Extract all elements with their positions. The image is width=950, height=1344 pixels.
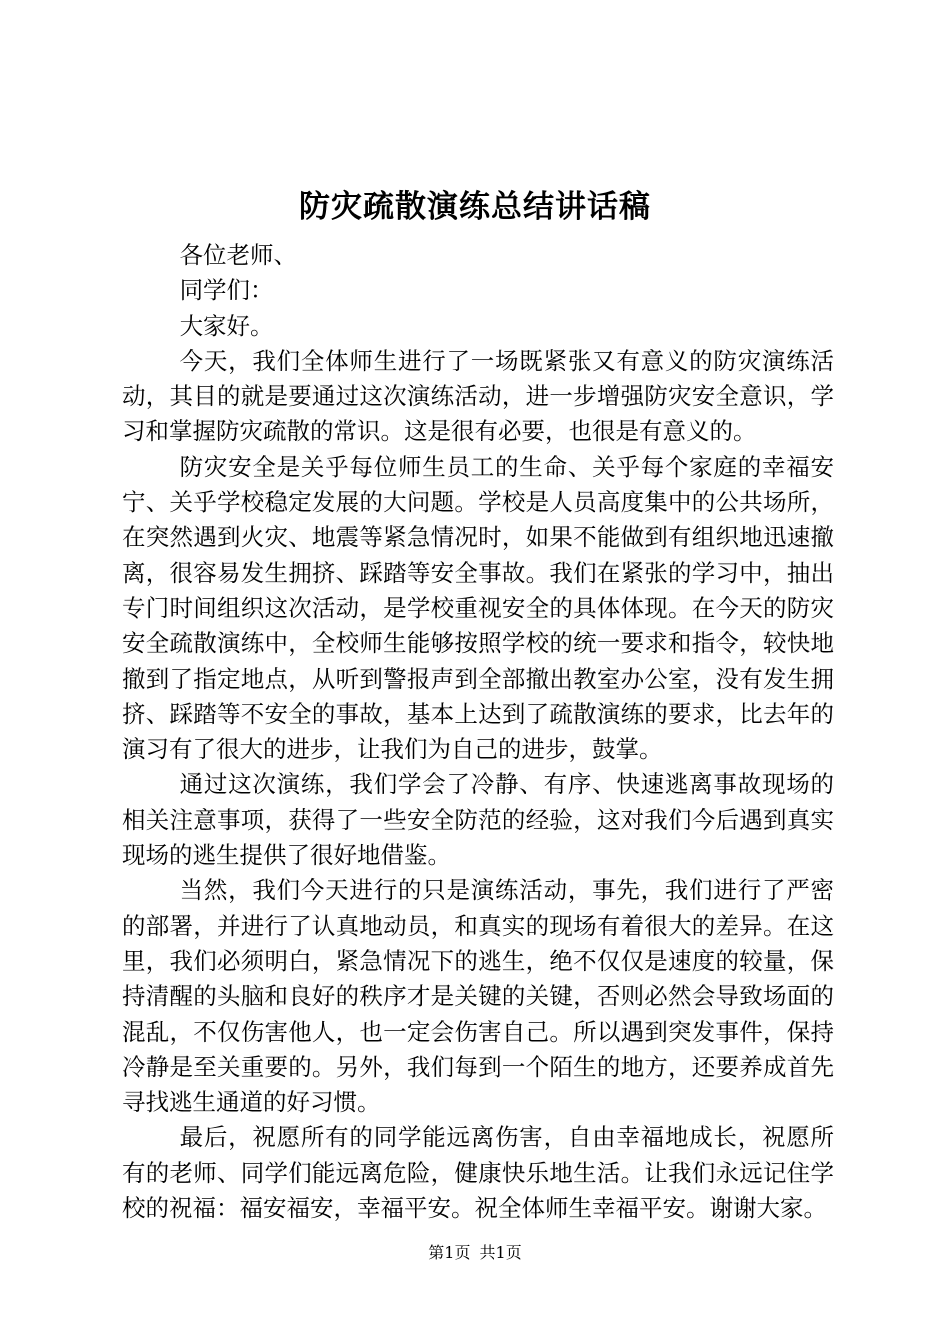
body-paragraph: 防灾安全是关乎每位师生员工的生命、关乎每个家庭的幸福安宁、关乎学校稳定发展的大问题。学校是人员高度集中的公共场所，在突然遇到火灾、地震等紧急情况时，如果不能做到有组织地迅速撤离，很容易发生拥挤、踩踏等安全事故。我们在紧张的学习中，抽出专门时间组织这次活动，是学校重视安全的具体体现。在今天的防灾安全疏散演练中，全校师生能够按照学校的统一要求和指令，较快地撤到了指定地点，从听到警报声到全部撤出教室办公室，没有发生拥挤、踩踏等不安全的事故，基本上达到了疏散演练的要求，比去年的演习有了很大的进步，让我们为自己的进步，鼓掌。 [122,452,834,764]
document-body [122,238,834,1226]
body-paragraph: 今天，我们全体师生进行了一场既紧张又有意义的防灾演练活动，其目的就是要通过这次演练活动，进一步增强防灾安全意识，学习和掌握防灾疏散的常识。这是很有必要，也很是有意义的。 [122,346,834,446]
document-title: 防灾疏散演练总结讲话稿 [299,189,651,225]
greeting-line: 各位老师、 [179,241,298,269]
page-number-total: 共1页 [479,1243,522,1262]
greeting-line: 同学们： [179,276,274,305]
body-paragraph: 通过这次演练，我们学会了冷静、有序、快速逃离事故现场的相关注意事项，获得了一些安全防范的经验，这对我们今后遇到真实现场的逃生提供了很好地借鉴。 [122,770,834,870]
body-paragraph: 当然，我们今天进行的只是演练活动，事先，我们进行了严密的部署，并进行了认真地动员，和真实的现场有着很大的差异。在这里，我们必须明白，紧急情况下的逃生，绝不仅仅是速度的较量，保持清醒的头脑和良好的秩序才是关键的关键，否则必然会导致场面的混乱，不仅伤害他人，也一定会伤害自己。所以遇到突发事件，保持冷静是至关重要的。另外，我们每到一个陌生的地方，还要养成首先寻找逃生通道的好习惯。 [122,876,834,1117]
page-number-current: 第1页 [428,1243,471,1262]
body-paragraph: 最后，祝愿所有的同学能远离伤害，自由幸福地成长，祝愿所有的老师、同学们能远离危险，健康快乐地生活。让我们永远记住学校的祝福：福安福安，幸福平安。祝全体师生幸福平安。谢谢大家。 [122,1123,834,1223]
greeting-line: 大家好。 [179,311,274,340]
page-footer [0,1241,950,1265]
